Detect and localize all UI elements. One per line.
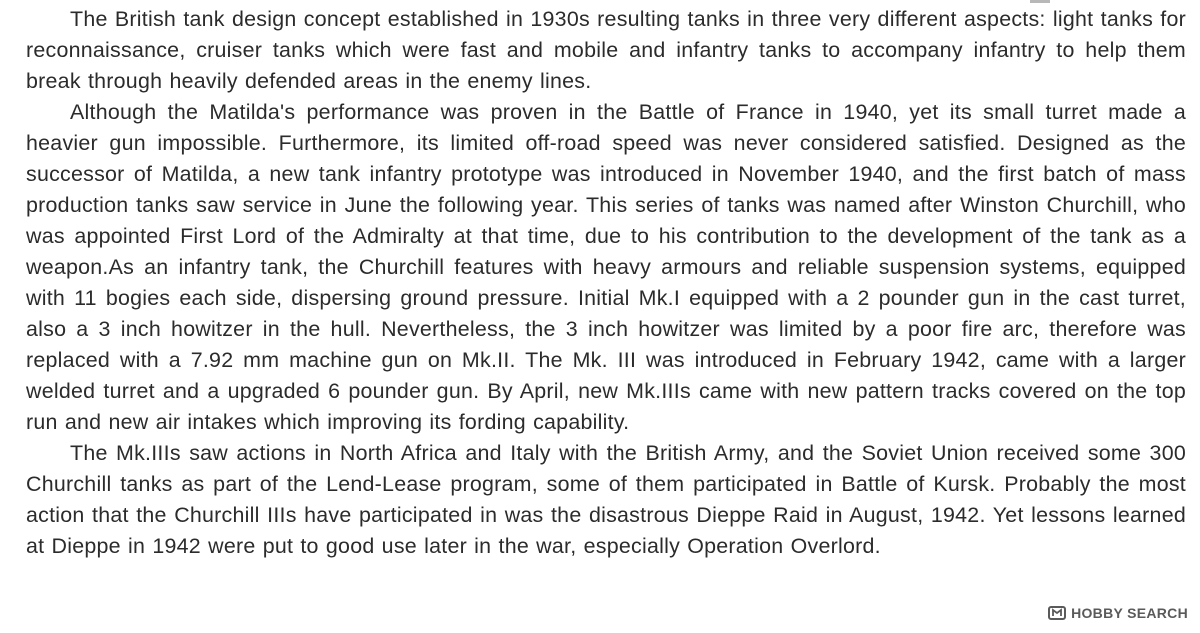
paragraph-service: The Mk.IIIs saw actions in North Africa and Italy with the British Army, and the Soviet Union received some 300 Churchill tanks as part of the Lend-Lease program, some of them participated in Battle of Kursk. Probably the most action that the Churchill IIIs have participated in was the disastrous Dieppe Raid in August, 1942. Yet lessons learned at Dieppe in 1942 were put to good use later in the war, especially Operation Overlord.	[26, 441, 1186, 558]
paragraph-history: Although the Matilda's performance was proven in the Battle of France in 1940, yet its small turret made a heavier gun impossible. Furthermore, its limited off-road speed was never considered satisfied. Designed as the successor of Matilda, a new tank infantry prototype was introduced in November 1940, and the first batch of mass production tanks saw service in June the following year. This series of tanks was named after Winston Churchill, who was appointed First Lord of the Admiralty at that time, due to his contribution to the development of the tank as a weapon.As an infantry tank, the Churchill features with heavy armours and reliable suspension systems, equipped with 11 bogies each side, dispersing ground pressure. Initial Mk.I equipped with a 2 pounder gun in the cast turret, also a 3 inch howitzer in the hull. Nevertheless, the 3 inch howitzer was limited by a poor fire arc, therefore was replaced with a 7.92 mm machine gun on Mk.II. The Mk. III was introduced in February 1942, came with a larger welded turret and a upgraded 6 pounder gun. By April, new Mk.IIIs came with new pattern tracks covered on the top run and new air intakes which improving its fording capability.	[26, 100, 1186, 434]
document-body	[26, 4, 1186, 562]
paragraph-intro: The British tank design concept established in 1930s resulting tanks in three very different aspects: light tanks for reconnaissance, cruiser tanks which were fast and mobile and infantry tanks to accompany infantry to help them break through heavily defended areas in the enemy lines.	[26, 7, 1186, 93]
scan-mark	[1030, 0, 1050, 3]
watermark-text: HOBBY SEARCH	[1071, 605, 1188, 621]
watermark	[1048, 603, 1188, 623]
hobby-search-logo-icon	[1048, 605, 1066, 621]
